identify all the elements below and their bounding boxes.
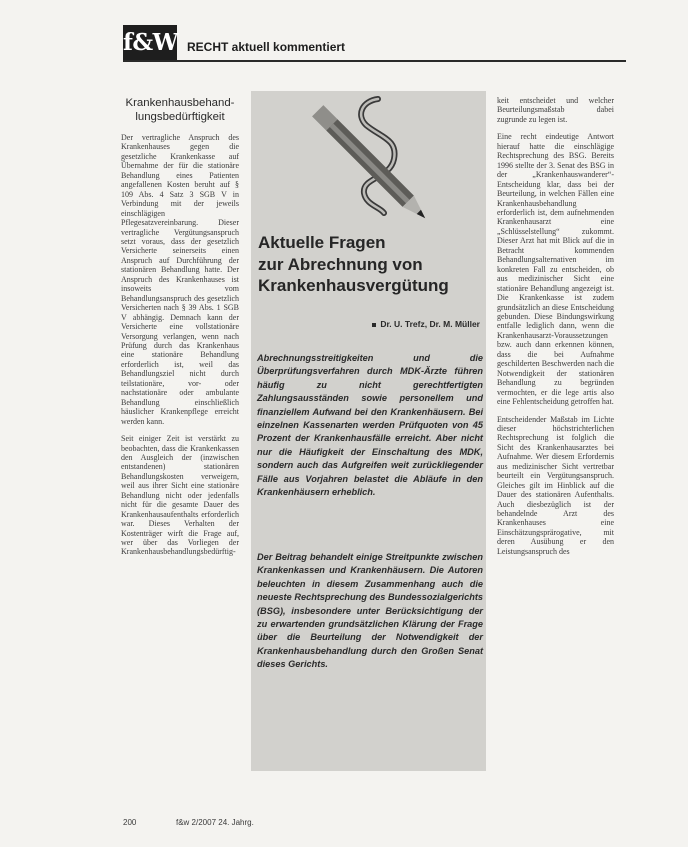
- header-divider: [123, 60, 626, 62]
- heading-line: lungsbedürftigkeit: [135, 111, 225, 123]
- article-title: [258, 232, 484, 297]
- body-paragraph: Eine recht eindeutige Antwort hierauf hatte die einschlägige Rechtsprechung des BSG. Bereits 1996 stellte der 3. Senat des BSG in der „Krankenhauswanderer“-Entscheidung klar, dass bei der Beurteilung, in welchen Fällen eine Krankenhausbehandlung erforderlich ist, dem aufnehmenden Krankenhausarzt eine „Schlüsselstellung“ zukommt. Dieser Arzt hat mit Blick auf die in Betracht kommenden Behandlungsalternativen im konkreten Fall zu entscheiden, ob aus medizinischer Sicht eine stationäre Behandlung angezeigt ist. Die Krankenkasse ist zudem grundsätzlich an diese Entscheidung gebunden. Diese Bindungswirkung entfalle lediglich dann, wenn die Krankenhausarzt-Voraussetzungen bzw. auch dann erkennen können, dass die bei Aufnahme geschilderten Beschwerden nach die Notwendigkeit der stationären Behandlung zu begründen vermochten, er die lege artis also eine Fehlentscheidung getroffen hat.: [497, 132, 614, 407]
- authors-text: Dr. U. Trefz, Dr. M. Müller: [380, 319, 480, 329]
- right-column: [497, 96, 614, 564]
- page-number: 200: [123, 818, 137, 827]
- issue-info: f&w 2/2007 24. Jahrg.: [176, 818, 254, 827]
- title-line: Krankenhausvergütung: [258, 276, 449, 296]
- article-authors: [300, 319, 480, 329]
- body-paragraph: Seit einiger Zeit ist verstärkt zu beobachten, dass die Krankenkassen den Ausgleich der (inzwischen entstandenen) stationären Behandlungskosten verweigern, weil aus ihrer Sicht eine stationäre Behandlung nicht oder jedenfalls nicht für die gesamte Dauer des Krankenhausaufenthalts erforderlich war. Dieses Verhalten der Kostenträger wirft die Frage auf, wer über das Vorliegen der Krankenhausbehandlungsbedürftig-: [121, 434, 239, 557]
- body-paragraph: Der vertragliche Anspruch des Krankenhauses gegen die gesetzliche Krankenkasse auf Übernahme der für die stationäre Behandlung eines Patienten angefallenen Kosten beruht auf § 109 Abs. 4 Satz 3 SGB V in Verbindung mit der jeweils einschlägigen Pflegesatzvereinbarung. Dieser vertragliche Vergütungsanspruch setzt voraus, dass der gesetzlich Versicherte seinerseits einen Anspruch auf Durchführung der stationären Behandlung hatte. Der Anspruch des Krankenhauses ist insoweits vom Behandlungsanspruch des gesetzlich Versicherten nach § 39 Abs. 1 SGB V abhängig. Demnach kann der Versicherte eine vollstationäre Versorgung verlangen, wenn nach Prüfung durch das Krankenhaus eine stationäre Behandlung erforderlich ist, weil das Behandlungsziel nicht durch teilstationäre, vor- oder nachstationäre oder ambulante Behandlung einschließlich häuslicher Krankenpflege erreicht werden kann.: [121, 133, 239, 426]
- lead-paragraph: Der Beitrag behandelt einige Streitpunkte zwischen Krankenkassen und Krankenhäusern. Die Autoren beleuchten in diesem Zusammenhang auch die neueste Rechtsprechung des Bundessozialgerichts (BSG), insbesondere unter Berücksichtigung der zu erwartenden grundsätzlichen Klärung der Frage über die Beurteilung der Notwendigkeit der Krankenhausbehandlung durch den Großen Senat dieses Gerichts.: [257, 552, 483, 670]
- pencil-paragraph-illustration: [300, 93, 450, 243]
- publication-logo: f&W: [123, 25, 177, 61]
- left-column: [121, 96, 239, 565]
- title-line: Aktuelle Fragen: [258, 233, 386, 252]
- body-paragraph: Entscheidender Maßstab im Lichte dieser höchstrichterlichen Rechtsprechung ist folglich die Sicht des Krankenhausarztes bei Aufnahme. Wer diesem Erfordernis aus medizinischer Sicht vertretbar beurteilt ein Vergütungsanspruch. Gleiches gilt im Hinblick auf die Dauer des stationären Aufenthalts. Auch diesbezüglich ist der behandelnde Arzt des Krankenhauses eine Einschätzungsprärogative, mit deren Ausübung er den Leistungsanspruch des: [497, 414, 614, 556]
- body-paragraph: keit entscheidet und welcher Beurteilungsmaßstab dabei zugrunde zu legen ist.: [497, 96, 614, 124]
- section-title: RECHT aktuell kommentiert: [187, 40, 346, 54]
- bullet-icon: [372, 323, 376, 327]
- title-line: zur Abrechnung von: [258, 254, 423, 274]
- lead-paragraph: Abrechnungsstreitigkeiten und die Überprüfungsverfahren durch MDK-Ärzte führen häufig zu nicht gerechtfertigten Zahlungsausständen sowie personellem und finanziellem Aufwand bei den Krankenhäusern. Bei einzelnen Kassenarten werden Prüfquoten von 45 Prozent der Krankenhausfälle erreicht. Aber nicht nur die Häufigkeit der Einschaltung des MDK, sondern auch das Aufgreifen weit zurückliegender Fälle aus Vorjahren belastet die Abläufe in den Krankenhäusern erheblich.: [257, 353, 483, 498]
- left-column-heading: [121, 96, 239, 124]
- heading-line: Krankenhausbehand-: [125, 97, 235, 109]
